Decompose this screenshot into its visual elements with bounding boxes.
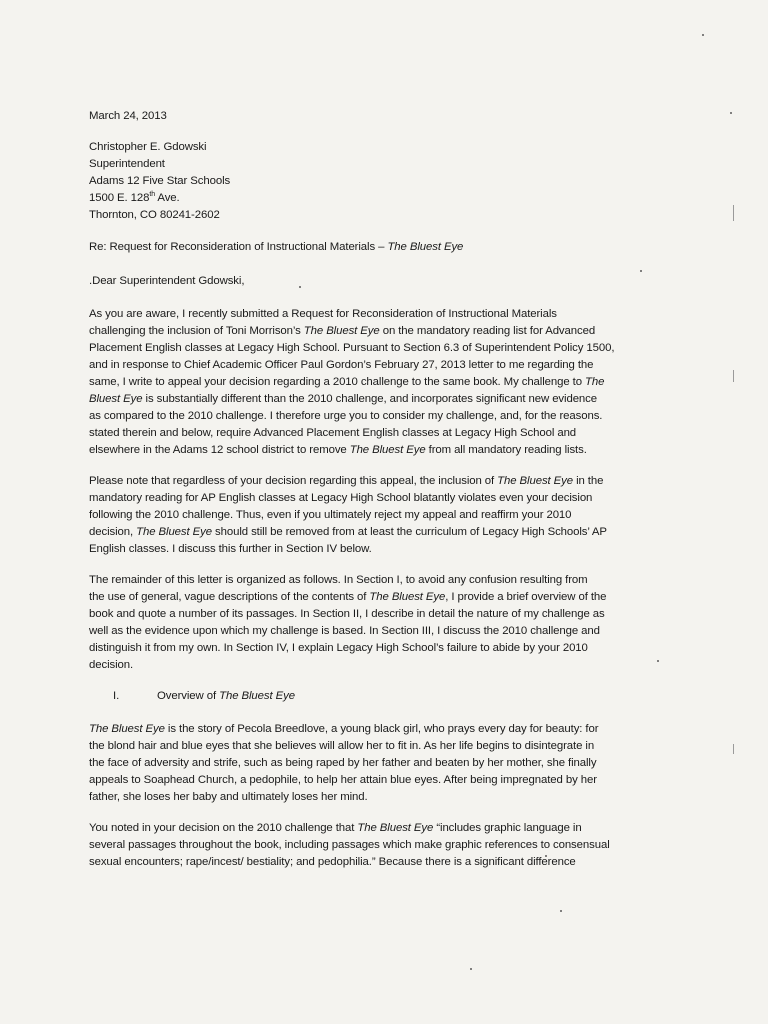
paragraph-5: You noted in your decision on the 2010 challenge that The Bluest Eye “includes graphic language in several passages throughout the book, including passages which make graphic references to consensual sexual encounters; rape/incest/ bestiality; and pedophilia.” Because there is a significant difference xyxy=(89,822,610,868)
scan-speck xyxy=(470,968,472,970)
recipient-organization: Adams 12 Five Star Schools xyxy=(89,175,231,187)
paragraph-2: Please note that regardless of your decision regarding this appeal, the inclusion of The Bluest Eye in the mandatory reading for AP English classes at Legacy High School blatantly violates even your decision following the 2010 challenge. Thus, even if you ultimately reject my appeal and reaffirm your 2010 decision, The Bluest Eye should still be removed from at least the curriculum of Legacy High Schools’ AP English classes. I discuss this further in Section IV below. xyxy=(89,475,607,555)
recipient-name: Christopher E. Gdowski xyxy=(89,141,207,153)
paragraph-3: The remainder of this letter is organized as follows. In Section I, to avoid any confusion resulting from the use of general, vague descriptions of the contents of The Bluest Eye, I provide a brief overview of the book and quote a number of its passages. In Section II, I describe in detail the nature of my challenge as well as the evidence upon which my challenge is based. In Section III, I discuss the 2010 challenge and distinguish it from my own. In Section IV, I explain Legacy High School’s failure to abide by your 2010 decision. xyxy=(89,574,607,671)
recipient-city-state-zip: Thornton, CO 80241-2602 xyxy=(89,209,220,221)
subject-line: Re: Request for Reconsideration of Instructional Materials – The Bluest Eye xyxy=(89,241,464,253)
scan-edge-mark xyxy=(733,370,734,382)
paragraph-1: As you are aware, I recently submitted a Request for Reconsideration of Instructional Materials challenging the inclusion of Toni Morrison’s The Bluest Eye on the mandatory reading list for Advanced Placement English classes at Legacy High School. Pursuant to Section 6.3 of Superintendent Policy 1500, and in response to Chief Academic Officer Paul Gordon’s February 27, 2013 letter to me regarding the same, I write to appeal your decision regarding a 2010 challenge to the same book. My challenge to The Bluest Eye is substantially different than the 2010 challenge, and incorporates significant new evidence as compared to the 2010 challenge. I therefore urge you to consider my challenge, and, for the reasons. stated therein and below, require Advanced Placement English classes at Legacy High School and elsewhere in the Adams 12 school district to remove The Bluest Eye from all mandatory reading lists. xyxy=(89,308,615,456)
section-number: I. xyxy=(113,690,120,702)
recipient-street: 1500 E. 128th Ave. xyxy=(89,191,180,204)
scan-edge-mark xyxy=(733,205,734,221)
scan-speck xyxy=(560,910,562,912)
recipient-title: Superintendent xyxy=(89,158,165,170)
scan-speck xyxy=(730,112,732,114)
recipient-address xyxy=(89,139,659,224)
scan-speck xyxy=(702,34,704,36)
salutation: .Dear Superintendent Gdowski, xyxy=(89,275,245,287)
section-heading-1: I. Overview of The Bluest Eye xyxy=(89,688,659,705)
letter-date: March 24, 2013 xyxy=(89,110,167,122)
letter-body xyxy=(89,108,659,885)
paragraph-4: The Bluest Eye is the story of Pecola Breedlove, a young black girl, who prays every day for beauty: for the blond hair and blue eyes that she believes will allow her to fit in. As her life begins to disintegrate in the face of adversity and strife, such as being raped by her father and beaten by her mother, she finally appeals to Soaphead Church, a pedophile, to help her attain blue eyes. After being impregnated by her father, she loses her baby and ultimately loses her mind. xyxy=(89,723,599,803)
scan-edge-mark xyxy=(733,744,734,754)
